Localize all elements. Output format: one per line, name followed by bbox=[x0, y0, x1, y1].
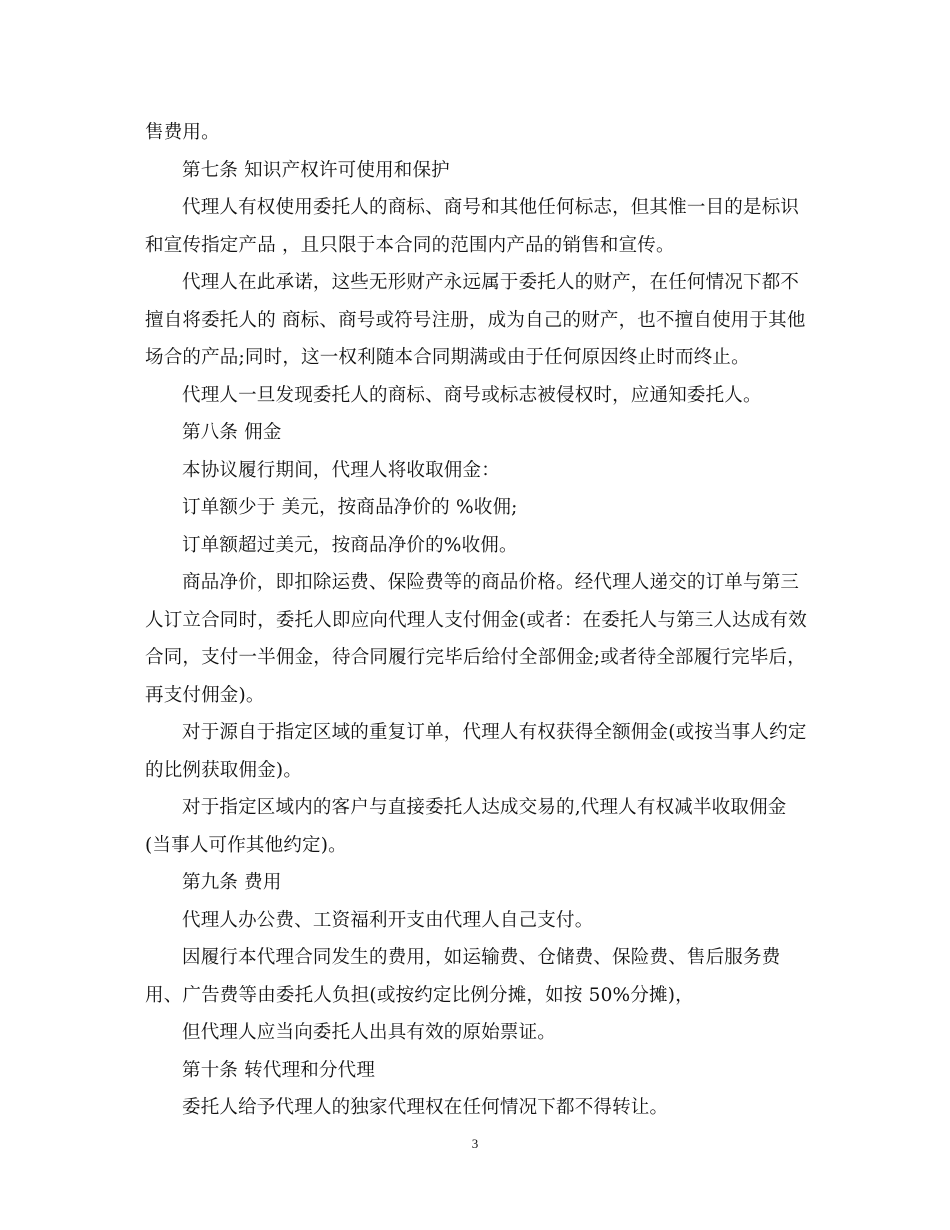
text-line: 代理人有权使用委托人的商标、商号和其他任何标志，但其惟一目的是标识 bbox=[182, 197, 800, 218]
text-line: 用、广告费等由委托人负担(或按约定比例分摊，如按 50%分摊)， bbox=[145, 984, 694, 1006]
text-line: 对于源自于指定区域的重复订单，代理人有权获得全额佣金(或按当事人约定 bbox=[182, 722, 807, 743]
text-line: 对于指定区域内的客户与直接委托人达成交易的,代理人有权减半收取佣金 bbox=[182, 797, 787, 818]
section-heading-article-9: 第九条 费用 bbox=[182, 872, 282, 893]
section-heading-article-7: 第七条 知识产权许可使用和保护 bbox=[182, 159, 450, 181]
text-line: 代理人办公费、工资福利开支由代理人自己支付。 bbox=[182, 909, 594, 931]
text-line: 订单额少于 美元，按商品净价的 %收佣; bbox=[182, 497, 518, 518]
section-heading-article-10: 第十条 转代理和分代理 bbox=[182, 1059, 376, 1081]
text-line: 和宣传指定产品 ，且只限于本合同的范围内产品的销售和宣传。 bbox=[145, 234, 675, 256]
text-line: 订单额超过美元，按商品净价的%收佣。 bbox=[182, 534, 518, 556]
text-line: 代理人一旦发现委托人的商标、商号或标志被侵权时，应通知委托人。 bbox=[182, 384, 762, 406]
text-line: 场合的产品;同时，这一权利随本合同期满或由于任何原因终止时而终止。 bbox=[145, 347, 750, 368]
document-body bbox=[145, 114, 805, 1127]
text-line: 擅自将委托人的 商标、商号或符号注册，成为自己的财产，也不擅自使用于其他 bbox=[145, 309, 806, 331]
text-line: 本协议履行期间，代理人将收取佣金： bbox=[182, 459, 500, 481]
text-line: 再支付佣金)。 bbox=[145, 684, 265, 706]
text-line: 代理人在此承诺，这些无形财产永远属于委托人的财产，在任何情况下都不 bbox=[182, 272, 800, 293]
text-line: 委托人给予代理人的独家代理权在任何情况下都不得转让。 bbox=[182, 1097, 669, 1118]
section-heading-article-8: 第八条 佣金 bbox=[182, 422, 282, 443]
text-line: 因履行本代理合同发生的费用，如运输费、仓储费、保险费、售后服务费 bbox=[182, 947, 781, 968]
text-line: 合同，支付一半佣金，待合同履行完毕后给付全部佣金;或者待全部履行完毕后， bbox=[145, 647, 806, 668]
text-line: 人订立合同时，委托人即应向代理人支付佣金(或者：在委托人与第三人达成有效 bbox=[145, 609, 807, 631]
text-line: 但代理人应当向委托人出具有效的原始票证。 bbox=[182, 1022, 557, 1043]
text-line: 售费用。 bbox=[145, 122, 220, 143]
text-line: (当事人可作其他约定)。 bbox=[145, 834, 347, 856]
text-line: 的比例获取佣金)。 bbox=[145, 759, 303, 781]
text-line: 商品净价，即扣除运费、保险费等的商品价格。经代理人递交的订单与第三 bbox=[182, 572, 800, 593]
page-number: 3 bbox=[471, 1136, 479, 1151]
